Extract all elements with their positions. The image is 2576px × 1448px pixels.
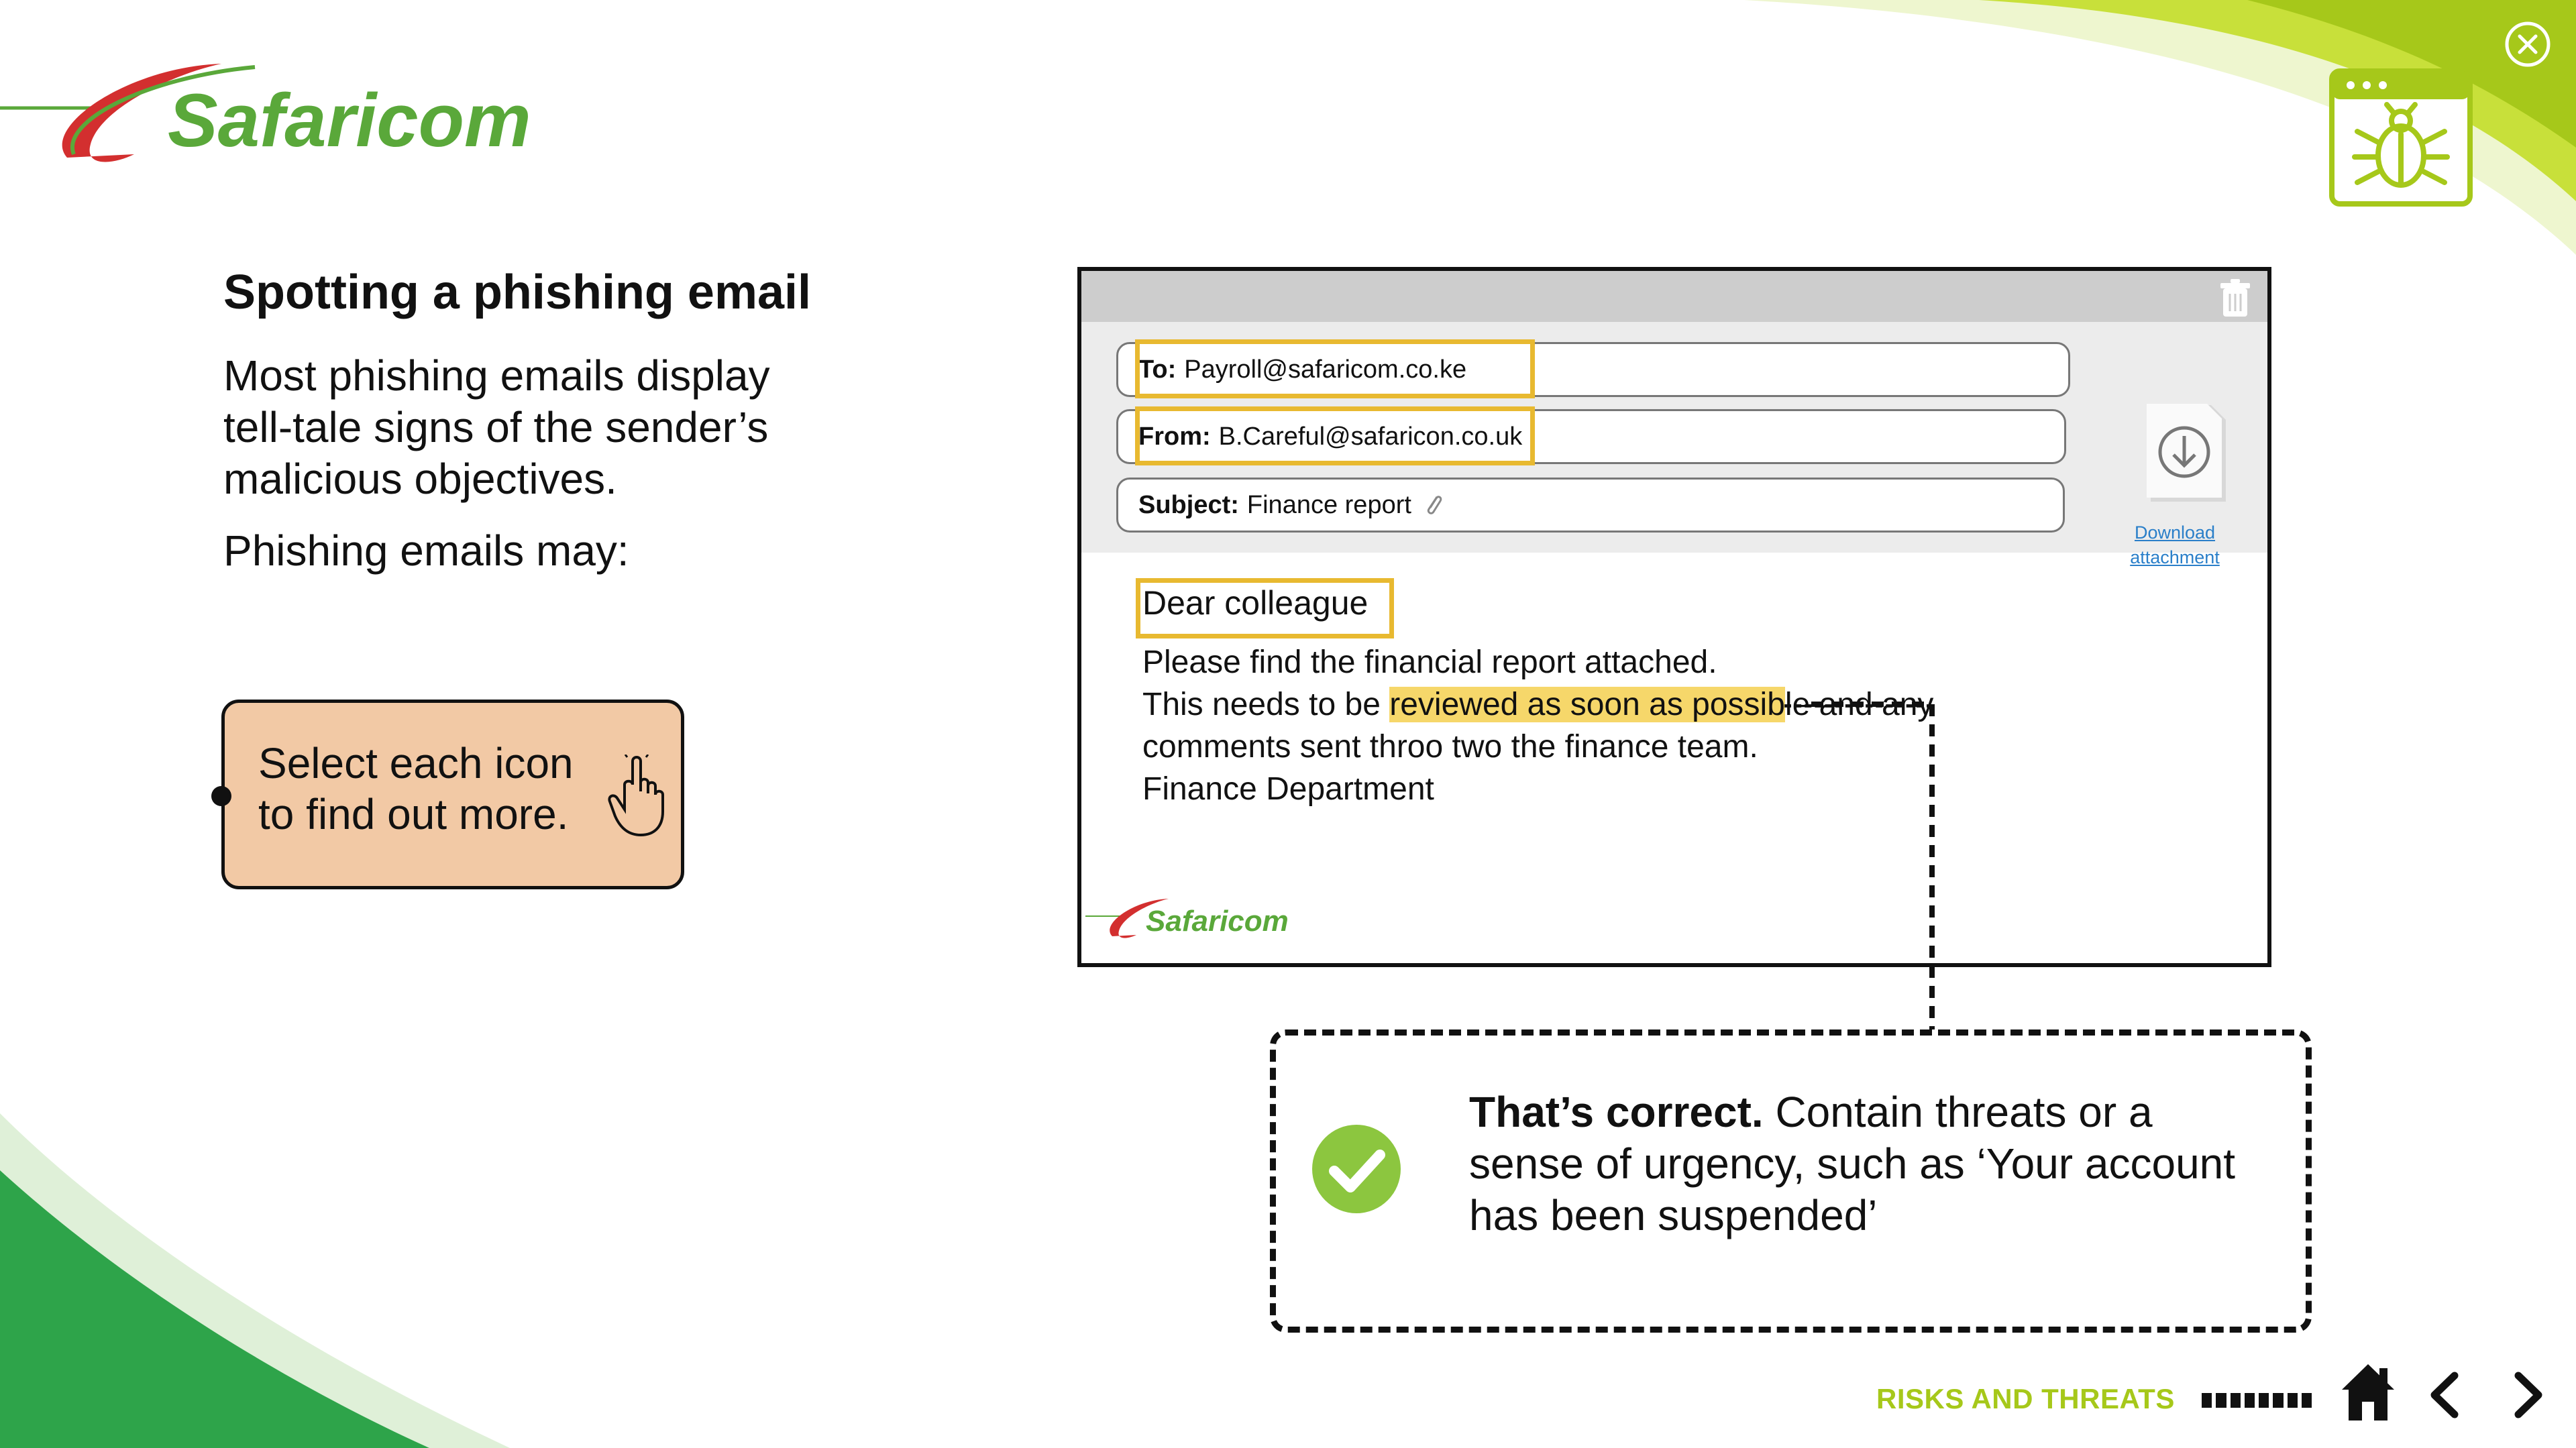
progress-segment xyxy=(2245,1393,2255,1408)
page-title: Spotting a phishing email xyxy=(223,266,812,319)
progress-segment xyxy=(2302,1393,2312,1408)
from-field: From: B.Careful@safaricon.co.uk xyxy=(1116,409,2066,464)
svg-text:Safaricom: Safaricom xyxy=(168,78,531,162)
email-body-line: This needs to be reviewed as soon as possible and any xyxy=(1142,687,1934,722)
email-greeting: Dear colleague xyxy=(1142,584,1368,622)
close-icon[interactable] xyxy=(2504,21,2551,68)
to-field: To: Payroll@safaricom.co.ke xyxy=(1116,342,2070,397)
subject-field: Subject: Finance report xyxy=(1116,478,2065,533)
urgency-highlight: reviewed as soon as possib xyxy=(1389,687,1785,722)
email-signature: Finance Department xyxy=(1142,771,1434,807)
svg-text:Safaricom: Safaricom xyxy=(1146,905,1289,938)
download-attachment-link[interactable]: Download attachment xyxy=(2130,522,2220,567)
progress-segment xyxy=(2202,1393,2212,1408)
progress-indicator xyxy=(2202,1393,2312,1408)
chevron-right-icon[interactable] xyxy=(2508,1372,2548,1418)
progress-segment xyxy=(2259,1393,2269,1408)
section-label: RISKS AND THREATS xyxy=(1876,1383,2175,1414)
check-icon xyxy=(1311,1124,1401,1214)
progress-segment xyxy=(2288,1393,2298,1408)
lead-in-text: Phishing emails may: xyxy=(223,526,629,575)
progress-segment xyxy=(2231,1393,2241,1408)
chevron-left-icon[interactable] xyxy=(2425,1372,2465,1418)
progress-segment xyxy=(2216,1393,2226,1408)
email-body-line: Please find the financial report attached. xyxy=(1142,645,1717,680)
bug-window-icon xyxy=(2328,67,2474,208)
instruction-text: Select each icon to find out more. xyxy=(258,739,574,838)
email-body-line: comments sent throo two the finance team. xyxy=(1142,729,1758,765)
intro-text: Most phishing emails display tell-tale signs of the sender’s malicious objectives. xyxy=(223,351,770,503)
progress-segment xyxy=(2273,1393,2283,1408)
feedback-text: That’s correct. Contain threats or a sense of urgency, such as ‘Your account has been suspended’ xyxy=(1469,1088,2236,1239)
home-icon[interactable] xyxy=(2339,1361,2397,1423)
